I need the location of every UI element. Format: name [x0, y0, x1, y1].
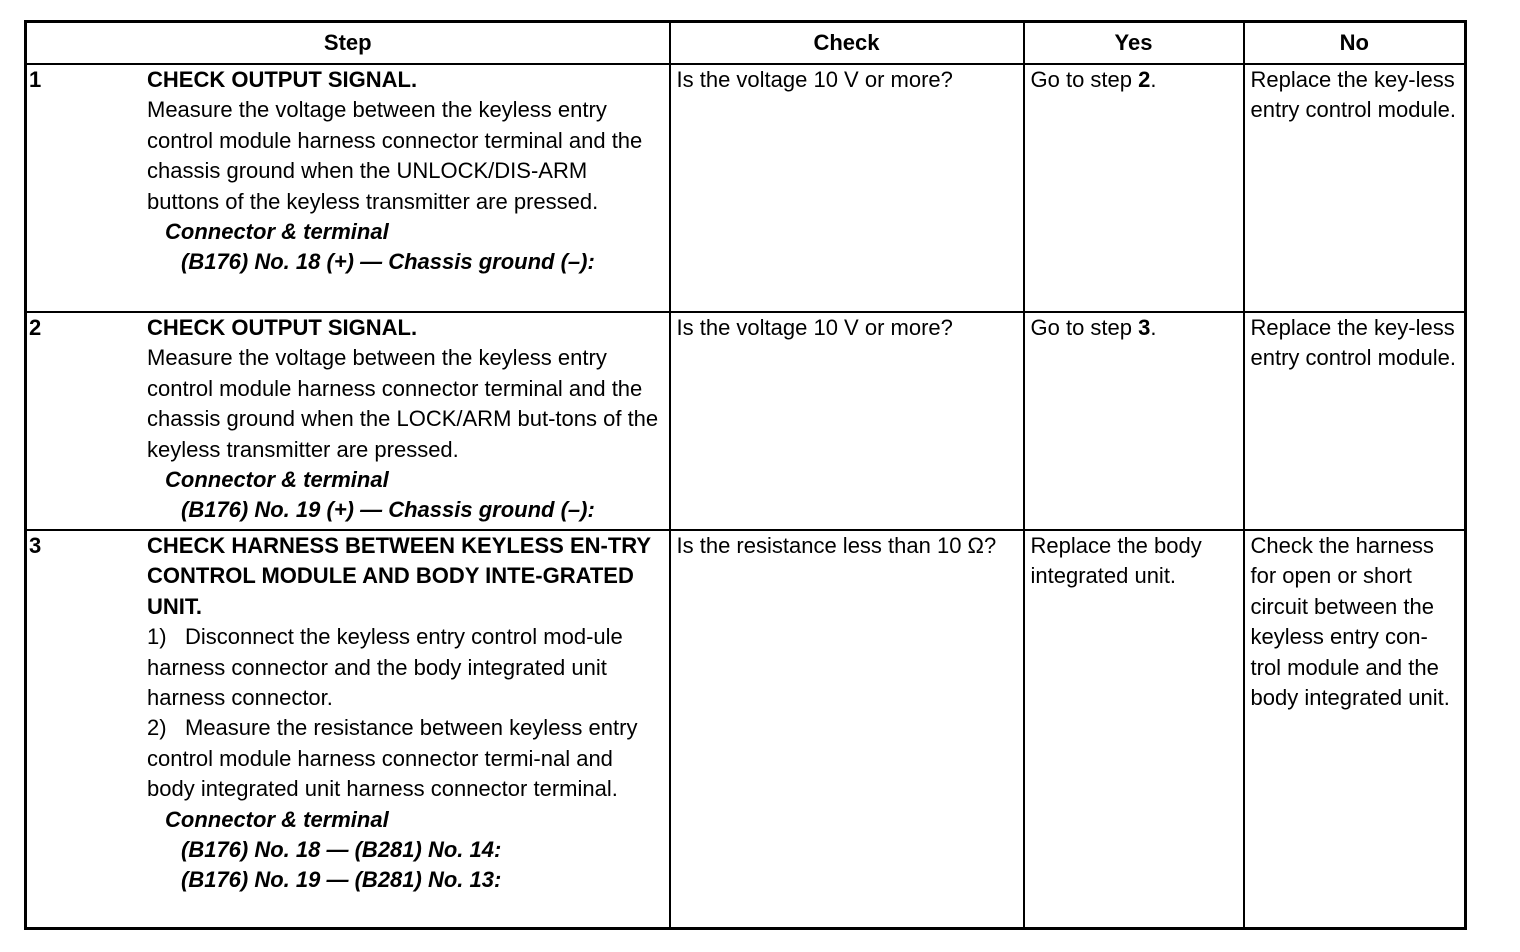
- connector-label: Connector & terminal: [165, 467, 389, 493]
- connector-label: Connector & terminal: [165, 219, 389, 245]
- step-cell: [26, 312, 670, 530]
- step-number: 3: [29, 533, 42, 558]
- check-cell: Is the resistance less than 10 Ω?: [670, 530, 1024, 929]
- table-row: [26, 530, 1466, 929]
- diagnostic-table: [24, 20, 1467, 930]
- sub-step-text: Measure the resistance between keyless entry control module harness connector termi-nal and body integrated unit harness connector terminal.: [147, 715, 638, 802]
- yes-cell: [1024, 312, 1244, 530]
- no-cell: Replace the key-less entry control module.: [1244, 64, 1466, 312]
- step-number: 1: [29, 67, 42, 92]
- table-row: [26, 312, 1466, 530]
- sub-step-text: Disconnect the keyless entry control mod-ule harness connector and the body integrated unit harness connector.: [147, 624, 623, 711]
- check-cell: Is the voltage 10 V or more?: [670, 312, 1024, 530]
- header-row: [26, 22, 1466, 65]
- step-title: CHECK OUTPUT SIGNAL.: [147, 315, 418, 340]
- yes-prefix: Go to step: [1030, 315, 1139, 340]
- step-title: CHECK OUTPUT SIGNAL.: [147, 67, 418, 92]
- yes-cell: Replace the body integrated unit.: [1024, 530, 1244, 929]
- connector-line: (B176) No. 18 — (B281) No. 14:: [181, 837, 502, 863]
- yes-cell: [1024, 64, 1244, 312]
- check-cell: Is the voltage 10 V or more?: [670, 64, 1024, 312]
- step-title: CHECK HARNESS BETWEEN KEYLESS EN-TRY CONTROL MODULE AND BODY INTE-GRATED UNIT.: [147, 533, 651, 619]
- step-cell: [26, 64, 670, 312]
- header-check: Check: [670, 22, 1024, 65]
- sub-step: [147, 622, 663, 713]
- yes-step-number: 2: [1138, 67, 1151, 92]
- yes-prefix: Go to step: [1030, 67, 1139, 92]
- step-text: Measure the voltage between the keyless entry control module harness connector terminal and the chassis ground when the UNLOCK/DIS-ARM buttons of the keyless transmitter are pressed.: [147, 97, 643, 214]
- no-cell: Check the harness for open or short circuit between the keyless entry con-trol module and the body integrated unit.: [1244, 530, 1466, 929]
- connector-line: (B176) No. 19 (+) — Chassis ground (–):: [181, 497, 595, 523]
- connector-label: Connector & terminal: [165, 806, 389, 832]
- yes-step-number: 3: [1138, 315, 1151, 340]
- header-yes: Yes: [1024, 22, 1244, 65]
- no-cell: Replace the key-less entry control module.: [1244, 312, 1466, 530]
- connector-line: (B176) No. 19 — (B281) No. 13:: [181, 867, 502, 893]
- sub-step-number: 1): [147, 624, 167, 650]
- yes-suffix: .: [1150, 315, 1157, 340]
- sub-step: [147, 713, 663, 804]
- connector-line: (B176) No. 18 (+) — Chassis ground (–):: [181, 249, 595, 275]
- sub-step-number: 2): [147, 715, 167, 741]
- table-row: [26, 64, 1466, 312]
- yes-suffix: .: [1150, 67, 1157, 92]
- step-cell: [26, 530, 670, 929]
- step-number: 2: [29, 315, 42, 340]
- header-step: Step: [26, 22, 670, 65]
- step-text: Measure the voltage between the keyless entry control module harness connector terminal and the chassis ground when the LOCK/ARM but-tons of the keyless transmitter are pressed.: [147, 345, 659, 462]
- header-no: No: [1244, 22, 1466, 65]
